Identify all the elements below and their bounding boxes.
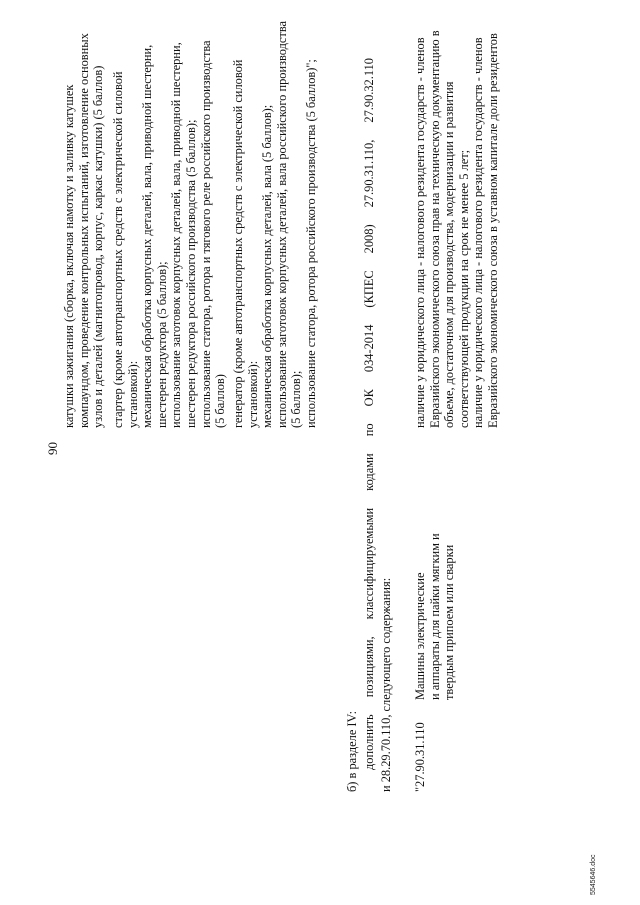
text-line: шестерен редуктора российского производства (5 баллов);	[183, 119, 198, 428]
rotated-content	[40, 20, 600, 880]
requirements-text	[413, 30, 501, 428]
text-block-ignition	[62, 33, 106, 428]
document-id: 5545646.doc	[590, 854, 597, 895]
word: ОК	[362, 389, 376, 407]
text-line: Евразийского экономического союза в уставном капитале доли резидентов	[485, 33, 500, 428]
text-line: катушки зажигания (сборка, включая намотку и заливку катушек	[62, 84, 76, 428]
section-heading: б) в разделе IV:	[345, 710, 359, 792]
text-line: установкой):	[125, 360, 140, 428]
page-number: 90	[45, 442, 60, 455]
text-line: узлов и деталей (магнитопровод, корпус, каркас катушки) (5 баллов)	[91, 65, 106, 428]
product-name	[413, 533, 457, 700]
text-line: использование статора, ротора российского производства (5 баллов)";	[303, 59, 318, 428]
word: 034-2014	[362, 324, 376, 373]
text-line: механическая обработка корпусных деталей, вала (5 баллов);	[260, 104, 275, 428]
amendment-line-2: и 28.29.70.110, следующего содержания:	[379, 577, 393, 792]
text-line: и аппараты для пайки мягким и	[427, 533, 442, 700]
word: 27.90.31.110,	[362, 139, 376, 208]
text-line: Машины электрические	[413, 572, 427, 700]
word: 27.90.32.110	[362, 58, 376, 123]
word: 2008)	[362, 224, 376, 254]
text-line: использование статора, ротора и тягового реле российского производства	[198, 40, 213, 428]
text-block-generator	[231, 21, 319, 428]
text-line: твердым припоем или сварки	[442, 544, 457, 700]
word: кодами	[362, 453, 376, 491]
word: позициями,	[362, 636, 376, 698]
text-line: объеме, достаточном для производства, модернизации и развития	[442, 81, 457, 428]
text-line: использование заготовок корпусных деталей, вала, приводной шестерни,	[169, 42, 184, 428]
word: классифицируемыми	[362, 507, 376, 620]
word: по	[362, 423, 376, 437]
text-line: соответствующей продукции на срок не менее 5 лет;	[456, 149, 471, 428]
text-line: механическая обработка корпусных деталей, вала, приводной шестерни,	[140, 44, 155, 428]
text-block-starter	[111, 40, 228, 428]
word: дополнить	[362, 714, 376, 770]
text-line: шестерен редуктора (5 баллов);	[154, 261, 169, 428]
text-line: наличие у юридического лица - налогового резидента государств - членов	[471, 37, 486, 428]
amendment-line	[362, 58, 377, 770]
text-line: Евразийского экономического союза прав на техническую документацию в	[427, 30, 442, 428]
okpd-code: "27.90.31.110	[413, 722, 427, 792]
text-line: (5 баллов);	[289, 370, 304, 428]
text-line: установкой):	[245, 360, 260, 428]
text-line: компаундом, проведение контрольных испытаний, изготовление основных	[76, 33, 91, 428]
text-line: генератор (кроме автотранспортных средств с электрической силовой	[231, 59, 245, 428]
text-line: наличие у юридического лица - налогового резидента государств - членов	[413, 37, 427, 428]
text-line: использование заготовок корпусных деталей, вала российского производства	[274, 20, 289, 428]
text-line: стартер (кроме автотранспортных средств с электрической силовой	[111, 71, 125, 428]
word: (КПЕС	[362, 270, 376, 308]
text-line: (5 баллов)	[213, 374, 228, 428]
